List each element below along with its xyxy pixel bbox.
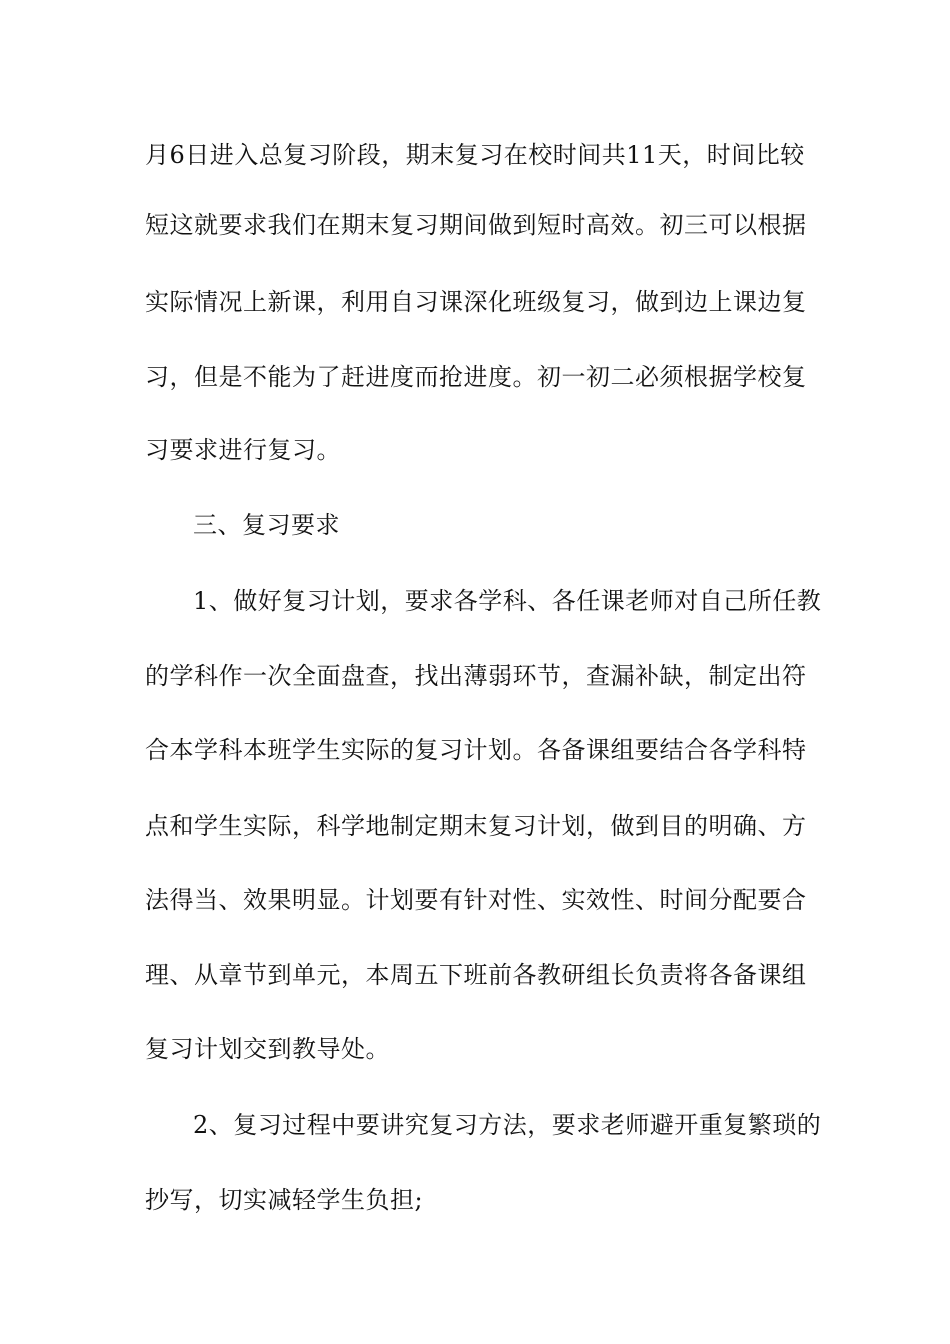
paragraph-line: 点和学生实际，科学地制定期末复习计划，做到目的明确、方 (145, 812, 807, 840)
paragraph-line: 合本学科本班学生实际的复习计划。各备课组要结合各学科特 (145, 736, 807, 764)
paragraph-line: 月6日进入总复习阶段，期末复习在校时间共11天，时间比较 (145, 141, 805, 169)
paragraph-line: 法得当、效果明显。计划要有针对性、实效性、时间分配要合 (145, 886, 807, 914)
paragraph-line: 2、复习过程中要讲究复习方法，要求老师避开重复繁琐的 (193, 1111, 822, 1139)
paragraph-line: 实际情况上新课，利用自习课深化班级复习，做到边上课边复 (145, 288, 807, 316)
paragraph-line: 的学科作一次全面盘查，找出薄弱环节，查漏补缺，制定出符 (145, 662, 807, 690)
paragraph-line: 习，但是不能为了赶进度而抢进度。初一初二必须根据学校复 (145, 363, 807, 391)
paragraph-line: 抄写，切实减轻学生负担; (145, 1186, 424, 1214)
paragraph-line: 习要求进行复习。 (145, 436, 341, 464)
paragraph-line: 复习计划交到教导处。 (145, 1035, 390, 1063)
section-heading: 三、复习要求 (193, 511, 340, 539)
paragraph-line: 理、从章节到单元，本周五下班前各教研组长负责将各备课组 (145, 961, 807, 989)
paragraph-line: 1、做好复习计划，要求各学科、各任课老师对自己所任教 (193, 587, 822, 615)
paragraph-line: 短这就要求我们在期末复习期间做到短时高效。初三可以根据 (145, 211, 807, 239)
